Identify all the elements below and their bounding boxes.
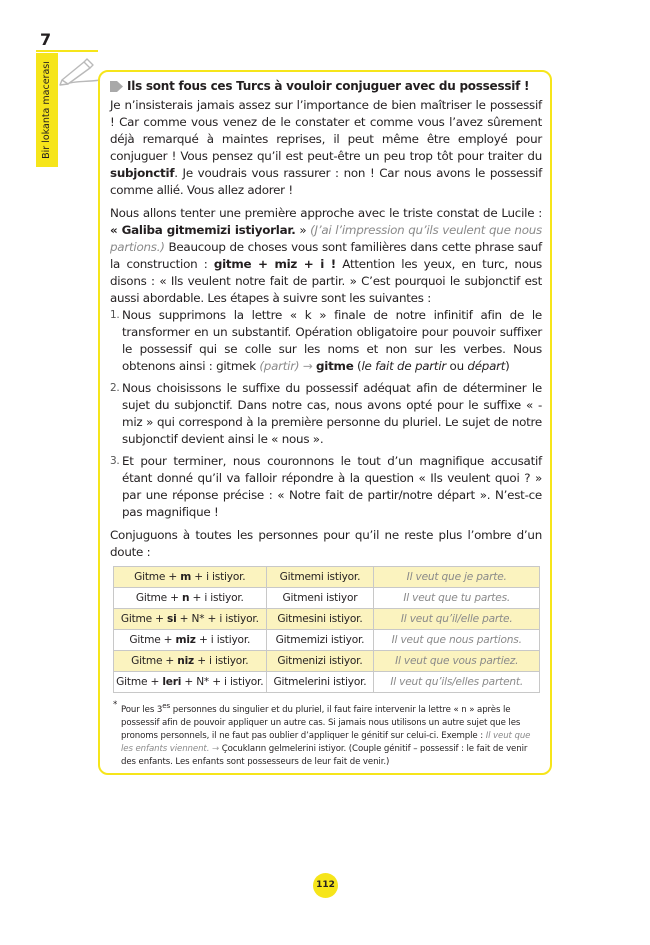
text: Gitme + — [131, 654, 178, 667]
text: Pour les 3 — [121, 704, 163, 715]
table-cell — [114, 609, 267, 630]
text: Nous supprimons la lettre « k » finale de notre infinitif afin de le transformer en un substantif. Opération obligatoire pour pouvoir suffixer le possessif qui se colle sur les noms et non sur les verbes. Nous obtenons ainsi : gitmek — [122, 308, 542, 373]
suffix-text: niz — [177, 654, 195, 667]
arrow-icon: → — [299, 359, 317, 373]
suffix-text: leri — [162, 675, 182, 688]
italic-text: départ — [467, 359, 506, 373]
text: + i istiyor. — [194, 654, 249, 667]
table-row — [114, 630, 540, 651]
text: Nous allons tenter une première approche avec le triste constat de Lucile : — [110, 206, 542, 220]
table-cell: Gitmeni istiyor — [266, 588, 374, 609]
step-2 — [110, 380, 542, 448]
table-cell — [114, 651, 267, 672]
steps-list — [110, 307, 542, 521]
translation-text: (J’ai l’impression qu’ils veulent que nous partions.) — [110, 223, 542, 254]
table-cell: Gitmesini istiyor. — [266, 609, 374, 630]
table-cell: Gitmelerini istiyor. — [266, 672, 374, 693]
table-intro: Conjuguons à toutes les personnes pour qu’il ne reste plus l’ombre d’un doute : — [110, 528, 542, 559]
text: Gitme + — [129, 633, 176, 646]
step-3 — [110, 453, 542, 521]
content — [110, 78, 542, 769]
table-cell — [114, 567, 267, 588]
table-cell: Gitmemizi istiyor. — [266, 630, 374, 651]
table-row — [114, 567, 540, 588]
step-number: 2. — [110, 382, 120, 394]
bold-text: subjonctif — [110, 166, 175, 180]
footnote-text — [121, 699, 542, 769]
text: Çocukların gelmelerini istiyor. (Couple génitif – possessif : le fait de venir des enfants. Les enfants sont possesseurs de leur fait de venir.) — [121, 743, 528, 767]
text: + i istiyor. — [195, 633, 251, 646]
text: . Je voudrais vous rassurer : non ! Car nous avons le possessif comme allié. Vous allez adorer ! — [110, 166, 542, 197]
step-number: 1. — [110, 309, 120, 321]
table-cell: Gitmemi istiyor. — [266, 567, 374, 588]
suffix-text: n — [181, 591, 190, 604]
table-cell: Il veut que nous partions. — [374, 630, 540, 651]
footnote — [113, 699, 542, 769]
bold-text: gitme — [316, 359, 354, 373]
paragraph-1 — [110, 97, 542, 199]
italic-text: le fait de partir — [361, 359, 447, 373]
footnote-marker: * — [113, 700, 118, 710]
step-number: 3. — [110, 455, 120, 467]
table-row — [114, 672, 540, 693]
step-1 — [110, 307, 542, 375]
text: + N* + i istiyor. — [181, 675, 264, 688]
text: » — [295, 223, 311, 237]
bold-text: « Galiba gitmemizi istiyorlar. — [110, 223, 296, 237]
table-cell: Il veut qu’ils/elles partent. — [374, 672, 540, 693]
table-cell: Il veut qu’il/elle parte. — [374, 609, 540, 630]
paragraph-2 — [110, 205, 542, 307]
side-tab-label: Bir lokanta macerası — [41, 61, 52, 159]
table-cell — [114, 630, 267, 651]
text: + i istiyor. — [189, 591, 244, 604]
section-title-text: Ils sont fous ces Turcs à vouloir conjuguer avec du possessif ! — [127, 79, 530, 93]
table-cell — [114, 588, 267, 609]
bold-text: gitme + miz + i ! — [213, 257, 336, 271]
text: Gitme + — [116, 675, 163, 688]
superscript: es — [162, 701, 171, 710]
suffix-text: m — [180, 570, 192, 583]
translation-text: (partir) — [259, 359, 300, 373]
step-text — [122, 307, 542, 375]
table-row — [114, 609, 540, 630]
top-rule — [36, 50, 98, 52]
table-cell: Gitmenizi istiyor. — [266, 651, 374, 672]
table-cell: Il veut que vous partiez. — [374, 651, 540, 672]
suffix-text: miz — [175, 633, 196, 646]
pencil-icon — [58, 56, 102, 86]
arrow-icon: → — [209, 743, 222, 754]
table-row — [114, 651, 540, 672]
text: + i istiyor. — [191, 570, 246, 583]
table-cell — [114, 672, 267, 693]
text: Beaucoup de choses vous sont familières dans cette phrase sauf la construction : — [110, 240, 542, 271]
text: Gitme + — [120, 612, 167, 625]
text: Attention les yeux, en turc, nous disons : « Ils veulent notre fait de partir. » C’est pourquoi le subjonctif est aussi abordable. Les étapes à suivre sont les suivantes : — [110, 257, 542, 305]
table-row — [114, 588, 540, 609]
conjugation-table — [113, 566, 540, 693]
step-text: Nous choisissons le suffixe du possessif adéquat afin de déterminer le sujet du subjonctif. Dans notre cas, nous avons opté pour le suffixe « -miz » qui correspond à la première personne du pluriel. Le sujet de notre subjonctif devient ainsi le « nous ». — [122, 381, 542, 446]
text: Gitme + — [135, 591, 182, 604]
table-cell: Il veut que je parte. — [374, 567, 540, 588]
text: Gitme + — [134, 570, 181, 583]
suffix-text: si — [166, 612, 177, 625]
bullet-icon — [110, 81, 123, 92]
translation-text: Il veut que les enfants viennent. — [121, 730, 531, 754]
text: Je n’insisterais jamais assez sur l’importance de bien maîtriser le possessif ! Car comme vous venez de le constater et comme vous l’avez sûrement déjà remarqué à maintes reprises, il peut même être employé pour conjuguer ! Vous pensez qu’il est peut-être un peu trop tôt pour traiter du — [110, 98, 542, 163]
section-title — [110, 78, 542, 95]
step-text: Et pour terminer, nous couronnons le tout d’un magnifique accusatif étant donné qu’il va falloir répondre à la question « Ils veulent quoi ? » par une réponse précise : « Notre fait de partir/notre départ ». N’est-ce pas magnifique ! — [122, 454, 542, 519]
page-number: 112 — [313, 873, 338, 898]
chapter-number: 7 — [40, 30, 52, 49]
text: ( — [353, 359, 362, 373]
text: ) — [505, 359, 510, 373]
text: ou — [446, 359, 468, 373]
text: personnes du singulier et du pluriel, il faut faire intervenir la lettre « n » après le possessif afin de pouvoir appliquer un autre cas. Si jamais nous utilisons un autre sujet que les pronoms personnels, il ne faut pas oublier d’appliquer le génitif sur celui-ci. Exemple : — [121, 704, 521, 741]
text: + N* + i istiyor. — [176, 612, 259, 625]
table-cell: Il veut que tu partes. — [374, 588, 540, 609]
